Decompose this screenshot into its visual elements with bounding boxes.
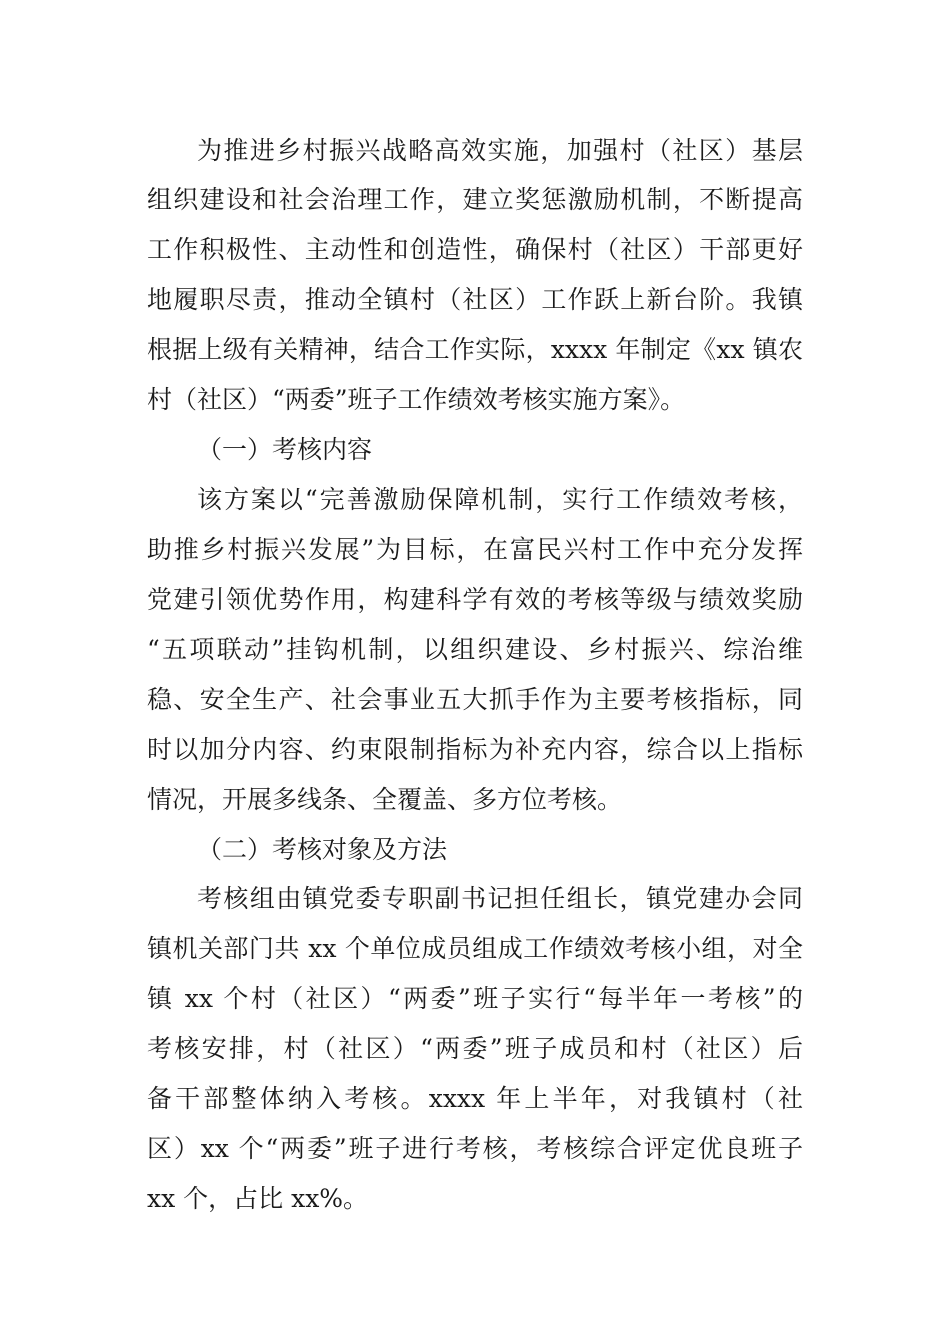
section-heading-content: （一）考核内容 <box>197 435 373 464</box>
paragraph-line: 稳、安全生产、社会事业五大抓手作为主要考核指标，同 <box>147 685 803 714</box>
paragraph-line: 地履职尽责，推动全镇村（社区）工作跃上新台阶。我镇 <box>147 285 803 314</box>
paragraph-line: 助推乡村振兴发展”为目标，在富民兴村工作中充分发挥 <box>147 535 803 564</box>
paragraph-line: 镇机关部门共 xx 个单位成员组成工作绩效考核小组，对全 <box>147 934 803 963</box>
paragraph-line: 根据上级有关精神，结合工作实际，xxxx 年制定《xx 镇农 <box>147 335 803 364</box>
paragraph-line: 情况，开展多线条、全覆盖、多方位考核。 <box>147 785 623 814</box>
paragraph-line: 为推进乡村振兴战略高效实施，加强村（社区）基层 <box>197 136 803 165</box>
paragraph-line: “五项联动”挂钩机制，以组织建设、乡村振兴、综治维 <box>147 635 803 664</box>
paragraph-line: xx 个，占比 xx%。 <box>147 1184 369 1213</box>
paragraph-line: 备干部整体纳入考核。xxxx 年上半年，对我镇村（社 <box>147 1084 803 1113</box>
paragraph-line: 村（社区）“两委”班子工作绩效考核实施方案》。 <box>147 385 686 414</box>
paragraph-line: 镇 xx 个村（社区）“两委”班子实行“每半年一考核”的 <box>147 984 803 1013</box>
paragraph-line: 区）xx 个“两委”班子进行考核，考核综合评定优良班子 <box>147 1134 803 1163</box>
paragraph-line: 考核组由镇党委专职副书记担任组长，镇党建办会同 <box>197 884 803 913</box>
paragraph-line: 时以加分内容、约束限制指标为补充内容，综合以上指标 <box>147 735 803 764</box>
paragraph-line: 工作积极性、主动性和创造性，确保村（社区）干部更好 <box>147 235 803 264</box>
paragraph-line: 党建引领优势作用，构建科学有效的考核等级与绩效奖励 <box>147 585 803 614</box>
section-heading-method: （二）考核对象及方法 <box>197 835 448 864</box>
paragraph-line: 该方案以“完善激励保障机制，实行工作绩效考核， <box>197 485 803 514</box>
paragraph-line: 组织建设和社会治理工作，建立奖惩激励机制，不断提高 <box>147 185 803 214</box>
paragraph-line: 考核安排，村（社区）“两委”班子成员和村（社区）后 <box>147 1034 803 1063</box>
